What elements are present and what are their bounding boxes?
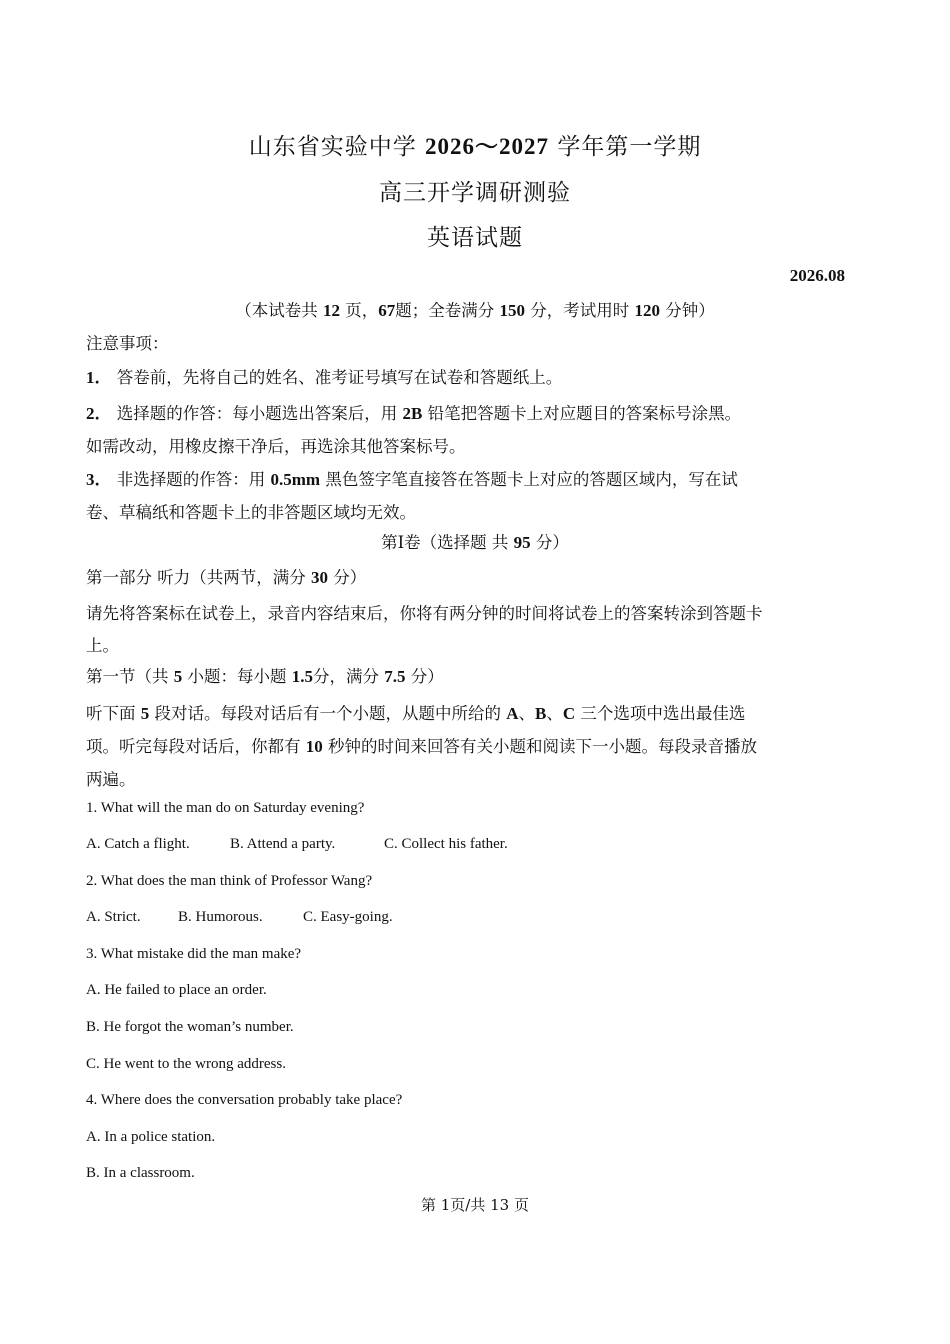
part1-instruction: 请先将答案标在试卷上，录音内容结束后，你将有两分钟的时间将试卷上的答案转涂到答题卡 xyxy=(86,604,763,623)
paper-info-text: 分，考试用时 xyxy=(530,301,630,320)
title-years: 2026～2027 xyxy=(425,134,549,159)
notice-item-3 xyxy=(86,463,866,496)
question-3-option-b: B. He forgot the woman’s number. xyxy=(86,1019,294,1035)
question-2-options xyxy=(86,909,866,926)
section1-text: 小题：每小题 xyxy=(187,667,287,686)
question-3: 3. What mistake did the man make? xyxy=(86,946,302,962)
notice-heading: 注意事项： xyxy=(86,334,169,353)
option-a: A. Catch a flight. xyxy=(86,836,190,852)
part1-score: 30 xyxy=(311,568,328,587)
pen-size: 0.5mm xyxy=(270,470,321,489)
section1-text: 第一节（共 xyxy=(86,667,169,686)
section1-text: 分，满分 xyxy=(313,667,379,686)
directions-text: 听下面 xyxy=(86,704,136,723)
section1-directions-3: 两遍。 xyxy=(86,770,136,789)
directions-text: 三个选项中选出最佳选 xyxy=(580,704,746,723)
paper-pages: 12 xyxy=(323,301,340,320)
section1-directions xyxy=(86,697,866,730)
paper-info-text: 分钟） xyxy=(665,301,715,320)
paper-score: 150 xyxy=(499,301,525,320)
footer-text: 第 xyxy=(420,1196,436,1214)
option-c: C. Easy-going. xyxy=(303,909,393,925)
section1-heading xyxy=(86,660,866,693)
footer-text: 页/共 xyxy=(450,1196,486,1214)
paper-info-text: 页， xyxy=(345,301,379,320)
part1-text: 第一部分 听力（共两节，满分 xyxy=(86,568,306,587)
notice-item-1 xyxy=(86,361,866,394)
question-3-option-c: C. He went to the wrong address. xyxy=(86,1056,286,1072)
option-letter: B xyxy=(535,704,547,723)
exam-subtitle: 高三开学调研测验 xyxy=(379,180,571,206)
directions-text: 秒钟的时间来回答有关小题和阅读下一小题。每段录音播放 xyxy=(328,737,757,756)
notice-number: 3． xyxy=(86,470,112,489)
section1-total: 7.5 xyxy=(384,667,406,686)
question-1: 1. What will the man do on Saturday evening? xyxy=(86,800,365,816)
page-number: 1 xyxy=(440,1196,451,1214)
option-letter: A xyxy=(506,704,519,723)
option-letter: C xyxy=(562,704,576,723)
notice-text: 答卷前，先将自己的姓名、准考证号填写在试卷和答题纸上。 xyxy=(116,368,563,387)
title-school: 山东省实验中学 xyxy=(248,134,417,160)
exam-title xyxy=(0,128,950,161)
section1-each: 1.5 xyxy=(291,667,313,686)
question-2: 2. What does the man think of Professor Wang? xyxy=(86,873,373,889)
notice-number: 1． xyxy=(86,368,112,387)
title-term: 学年第一学期 xyxy=(557,134,702,160)
directions-text: 项。听完每段对话后，你都有 xyxy=(86,737,301,756)
seconds-count: 10 xyxy=(305,737,323,756)
exam-date: 2026.08 xyxy=(789,266,845,285)
volume-heading xyxy=(0,526,950,559)
part1-text: 分） xyxy=(333,568,367,587)
page-footer xyxy=(0,1194,950,1215)
question-4-option-b: B. In a classroom. xyxy=(86,1165,195,1181)
volume-text: 第Ⅰ卷（选择题 共 xyxy=(381,533,509,552)
option-b: B. Attend a party. xyxy=(230,836,336,852)
part1-instruction-cont: 上。 xyxy=(86,636,119,655)
notice-text: 选择题的作答：每小题选出答案后，用 xyxy=(116,404,398,423)
volume-score: 95 xyxy=(513,533,531,552)
paper-info-text: 题；全卷满分 xyxy=(395,301,495,320)
option-a: A. Strict. xyxy=(86,909,141,925)
notice-text: 铅笔把答题卡上对应题目的答案标号涂黑。 xyxy=(427,404,742,423)
paper-info-text: （本试卷共 xyxy=(235,301,318,320)
separator: 、 xyxy=(546,704,563,723)
paper-info xyxy=(0,294,950,327)
page-total: 13 xyxy=(490,1196,510,1214)
notice-item-2 xyxy=(86,397,866,430)
pencil-type: 2B xyxy=(402,404,423,423)
paper-questions: 67 xyxy=(378,301,396,320)
question-4: 4. Where does the conversation probably take place? xyxy=(86,1092,403,1108)
notice-text: 黑色签字笔直接答在答题卡上对应的答题区域内，写在试 xyxy=(325,470,738,489)
section1-text: 分） xyxy=(410,667,444,686)
section1-directions-2 xyxy=(86,730,866,763)
exam-subject: 英语试题 xyxy=(427,225,523,251)
notice-number: 2． xyxy=(86,404,112,423)
option-b: B. Humorous. xyxy=(178,909,263,925)
dialog-count: 5 xyxy=(140,704,150,723)
notice-text: 非选择题的作答：用 xyxy=(116,470,266,489)
directions-text: 段对话。每段对话后有一个小题，从题中所给的 xyxy=(154,704,501,723)
volume-text: 分） xyxy=(535,533,569,552)
paper-minutes: 120 xyxy=(634,301,660,320)
question-1-options xyxy=(86,836,866,853)
section1-count: 5 xyxy=(173,667,183,686)
question-3-option-a: A. He failed to place an order. xyxy=(86,982,267,998)
separator: 、 xyxy=(518,704,536,723)
footer-text: 页 xyxy=(514,1196,530,1214)
option-c: C. Collect his father. xyxy=(384,836,508,852)
notice-item-3-cont: 卷、草稿纸和答题卡上的非答题区域均无效。 xyxy=(86,503,416,522)
question-4-option-a: A. In a police station. xyxy=(86,1129,216,1145)
part1-heading xyxy=(86,561,866,594)
notice-item-2-cont: 如需改动，用橡皮擦干净后，再选涂其他答案标号。 xyxy=(86,437,466,456)
